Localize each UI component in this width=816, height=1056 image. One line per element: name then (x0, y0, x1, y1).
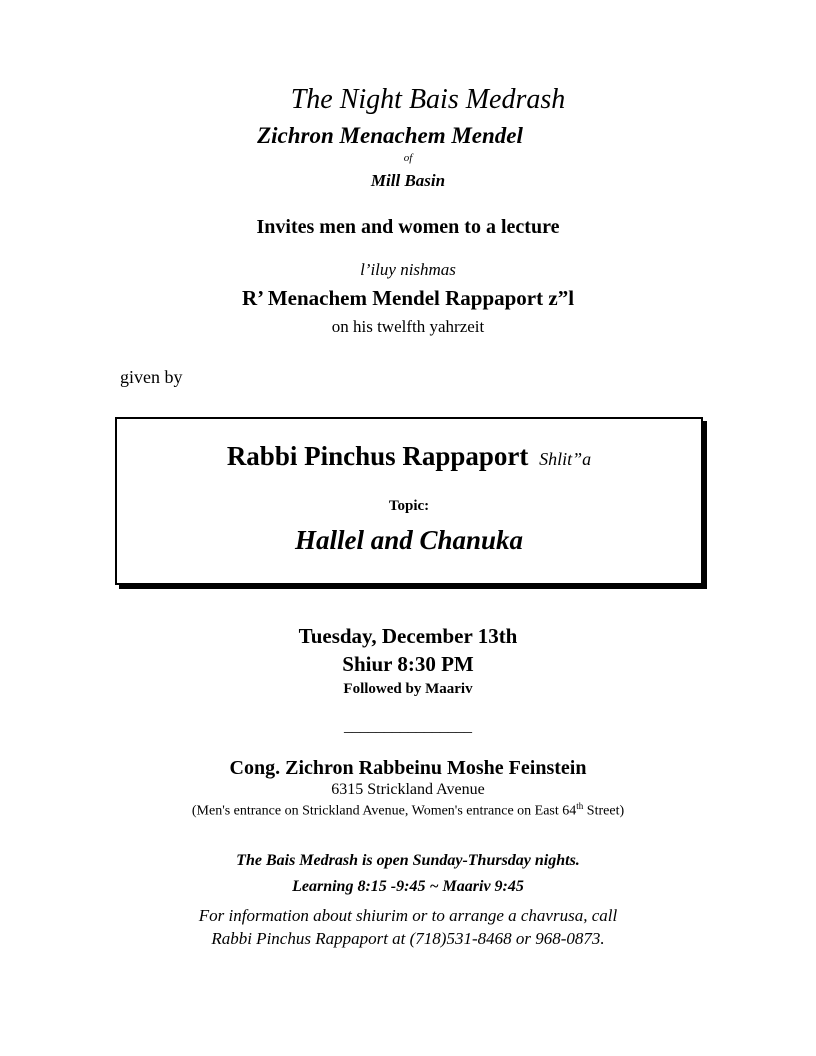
open-hours-text: The Bais Medrash is open Sunday-Thursday nights. (236, 852, 580, 869)
page-title: The Night Bais Medrash (290, 84, 566, 115)
entrance-note-superscript: th (576, 801, 584, 811)
venue-name: Cong. Zichron Rabbeinu Moshe Feinstein (229, 757, 587, 779)
speaker-title: Shlit”a (539, 449, 592, 469)
liluy-nishmas-text: l’iluy nishmas (360, 260, 456, 279)
info-line-1: For information about shiurim or to arrange a chavrusa, call (198, 906, 618, 925)
speaker-line (117, 441, 701, 472)
given-by-text: given by (120, 367, 183, 387)
topic-title: Hallel and Chanuka (294, 525, 524, 555)
of-text: of (403, 152, 413, 164)
yahrzeit-text: on his twelfth yahrzeit (331, 317, 485, 336)
entrance-note-end: Street) (583, 803, 625, 819)
invitation-text: Invites men and women to a lecture (256, 216, 560, 238)
entrance-note-start: (Men's entrance on Strickland Avenue, Women's entrance on East 64 (191, 803, 577, 819)
lecture-box (115, 417, 703, 585)
topic-label: Topic: (388, 498, 430, 514)
organization-name: Zichron Menachem Mendel (257, 123, 523, 148)
venue-address: 6315 Strickland Avenue (331, 781, 485, 798)
entrance-note (0, 801, 816, 820)
lecture-date: Tuesday, December 13th (298, 624, 518, 648)
shiur-time: Shiur 8:30 PM (342, 652, 474, 676)
learning-schedule: Learning 8:15 -9:45 ~ Maariv 9:45 (292, 878, 524, 895)
followed-by-maariv: Followed by Maariv (343, 681, 473, 697)
speaker-name: Rabbi Pinchus Rappaport (226, 441, 529, 471)
honoree-name: R’ Menachem Mendel Rappaport z”l (241, 286, 575, 310)
divider-line: ________________ (344, 718, 472, 735)
location-name: Mill Basin (370, 171, 446, 190)
info-line-2: Rabbi Pinchus Rappaport at (718)531-8468 or 968-0873. (211, 929, 605, 948)
